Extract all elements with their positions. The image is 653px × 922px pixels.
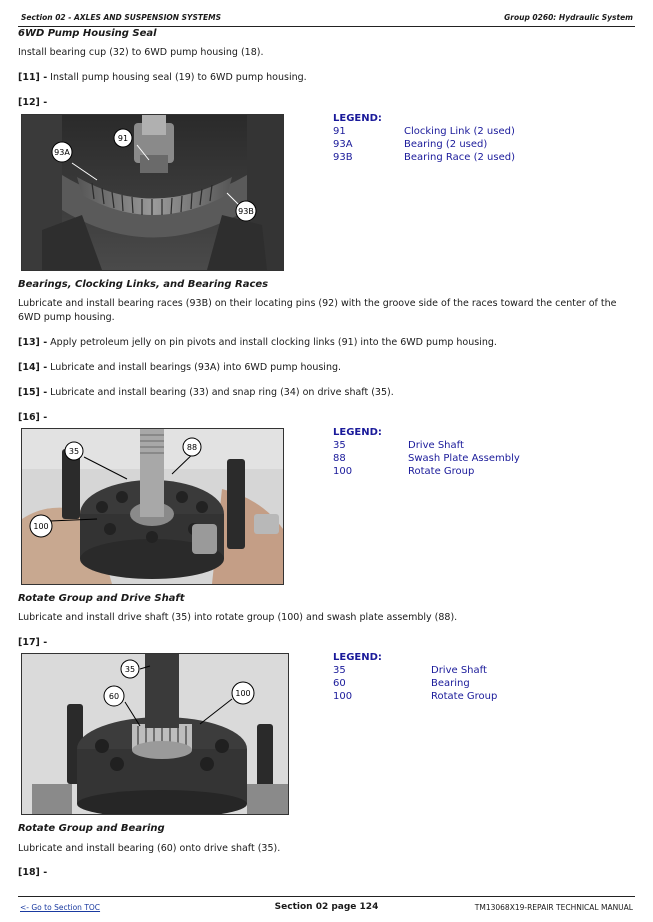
step-text: Lubricate and install bearings (93A) into 6WD pump housing. bbox=[47, 362, 342, 373]
legend-desc: Drive Shaft bbox=[431, 665, 487, 676]
legend-row bbox=[333, 452, 563, 465]
legend-row bbox=[333, 690, 563, 703]
legend-title: LEGEND: bbox=[333, 113, 382, 124]
callout-35: 35 bbox=[124, 665, 136, 674]
paragraph-bearing-races: Lubricate and install bearing races (93B) on their locating pins (92) with the groove side of the races toward the center of the 6WD pump housing. bbox=[18, 298, 617, 323]
step-13 bbox=[18, 336, 497, 350]
photo-bearings-clocking-links bbox=[21, 114, 284, 271]
legend-code: 91 bbox=[333, 126, 346, 137]
heading-pump-housing-seal: 6WD Pump Housing Seal bbox=[18, 28, 157, 39]
legend-photo-2 bbox=[333, 426, 563, 478]
step-text: Apply petroleum jelly on pin pivots and install clocking links (91) into the 6WD pump housing. bbox=[47, 337, 497, 348]
legend-row bbox=[333, 677, 563, 690]
legend-desc: Rotate Group bbox=[408, 466, 475, 477]
legend-photo-1 bbox=[333, 112, 563, 164]
legend-desc: Drive Shaft bbox=[408, 440, 464, 451]
header-section: Section 02 - AXLES AND SUSPENSION SYSTEMS bbox=[21, 13, 221, 22]
legend-desc: Clocking Link (2 used) bbox=[404, 126, 515, 137]
step-number: [16] - bbox=[18, 412, 48, 423]
manual-title: TM13068X19-REPAIR TECHNICAL MANUAL bbox=[474, 903, 633, 912]
page-footer bbox=[18, 896, 635, 915]
step-number: [11] - bbox=[18, 72, 48, 83]
legend-code: 35 bbox=[333, 665, 346, 676]
step-number: [18] - bbox=[18, 867, 48, 878]
legend-code: 100 bbox=[333, 466, 353, 477]
step-number: [17] - bbox=[18, 637, 48, 648]
callout-91: 91 bbox=[117, 134, 129, 143]
step-15 bbox=[18, 386, 394, 400]
step-number: [12] - bbox=[18, 97, 48, 108]
page-header bbox=[18, 10, 635, 27]
legend-code: 60 bbox=[333, 678, 346, 689]
step-11 bbox=[18, 71, 307, 85]
legend-code: 93A bbox=[333, 139, 353, 150]
step-text: Install pump housing seal (19) to 6WD pump housing. bbox=[47, 72, 307, 83]
step-16 bbox=[18, 411, 47, 425]
step-text: Lubricate and install bearing (33) and snap ring (34) on drive shaft (35). bbox=[47, 387, 394, 398]
legend-code: 93B bbox=[333, 152, 353, 163]
heading-rotate-group-bearing: Rotate Group and Bearing bbox=[18, 823, 165, 834]
photo-rotate-group-bearing bbox=[21, 653, 289, 815]
header-group: Group 0260: Hydraulic System bbox=[504, 13, 633, 22]
callout-60: 60 bbox=[108, 692, 120, 701]
legend-desc: Bearing Race (2 used) bbox=[404, 152, 515, 163]
legend-code: 35 bbox=[333, 440, 346, 451]
legend-code: 88 bbox=[333, 453, 346, 464]
legend-desc: Swash Plate Assembly bbox=[408, 453, 520, 464]
legend-row bbox=[333, 125, 563, 138]
callout-35: 35 bbox=[68, 447, 80, 456]
legend-row bbox=[333, 439, 563, 452]
legend-desc: Bearing bbox=[431, 678, 470, 689]
legend-row bbox=[333, 151, 563, 164]
paragraph-install-drive-shaft: Lubricate and install drive shaft (35) into rotate group (100) and swash plate assembly (88). bbox=[18, 612, 458, 623]
callout-100: 100 bbox=[33, 522, 49, 531]
heading-rotate-group-drive-shaft: Rotate Group and Drive Shaft bbox=[18, 593, 185, 604]
paragraph-install-bearing: Lubricate and install bearing (60) onto drive shaft (35). bbox=[18, 843, 281, 854]
step-number: [14] - bbox=[18, 362, 48, 373]
heading-bearings-clocking-links: Bearings, Clocking Links, and Bearing Races bbox=[18, 279, 269, 290]
callout-88: 88 bbox=[186, 443, 198, 452]
page-number: Section 02 page 124 bbox=[274, 902, 379, 912]
legend-photo-3 bbox=[333, 651, 563, 703]
callout-93a: 93A bbox=[54, 148, 70, 157]
step-18 bbox=[18, 866, 47, 880]
step-number: [15] - bbox=[18, 387, 48, 398]
callout-93b: 93B bbox=[238, 207, 254, 216]
legend-row bbox=[333, 664, 563, 677]
legend-desc: Bearing (2 used) bbox=[404, 139, 488, 150]
paragraph-install-bearing-cup: Install bearing cup (32) to 6WD pump housing (18). bbox=[18, 47, 264, 58]
step-17 bbox=[18, 636, 47, 650]
step-number: [13] - bbox=[18, 337, 48, 348]
go-to-section-toc-link[interactable]: <- Go to Section TOC bbox=[20, 903, 101, 912]
step-12 bbox=[18, 96, 47, 110]
legend-title: LEGEND: bbox=[333, 652, 382, 663]
legend-row bbox=[333, 138, 563, 151]
legend-code: 100 bbox=[333, 691, 353, 702]
legend-title: LEGEND: bbox=[333, 427, 382, 438]
callout-100: 100 bbox=[235, 689, 251, 698]
photo-rotate-group-drive-shaft bbox=[21, 428, 284, 585]
legend-row bbox=[333, 465, 563, 478]
legend-desc: Rotate Group bbox=[431, 691, 498, 702]
step-14 bbox=[18, 361, 341, 375]
